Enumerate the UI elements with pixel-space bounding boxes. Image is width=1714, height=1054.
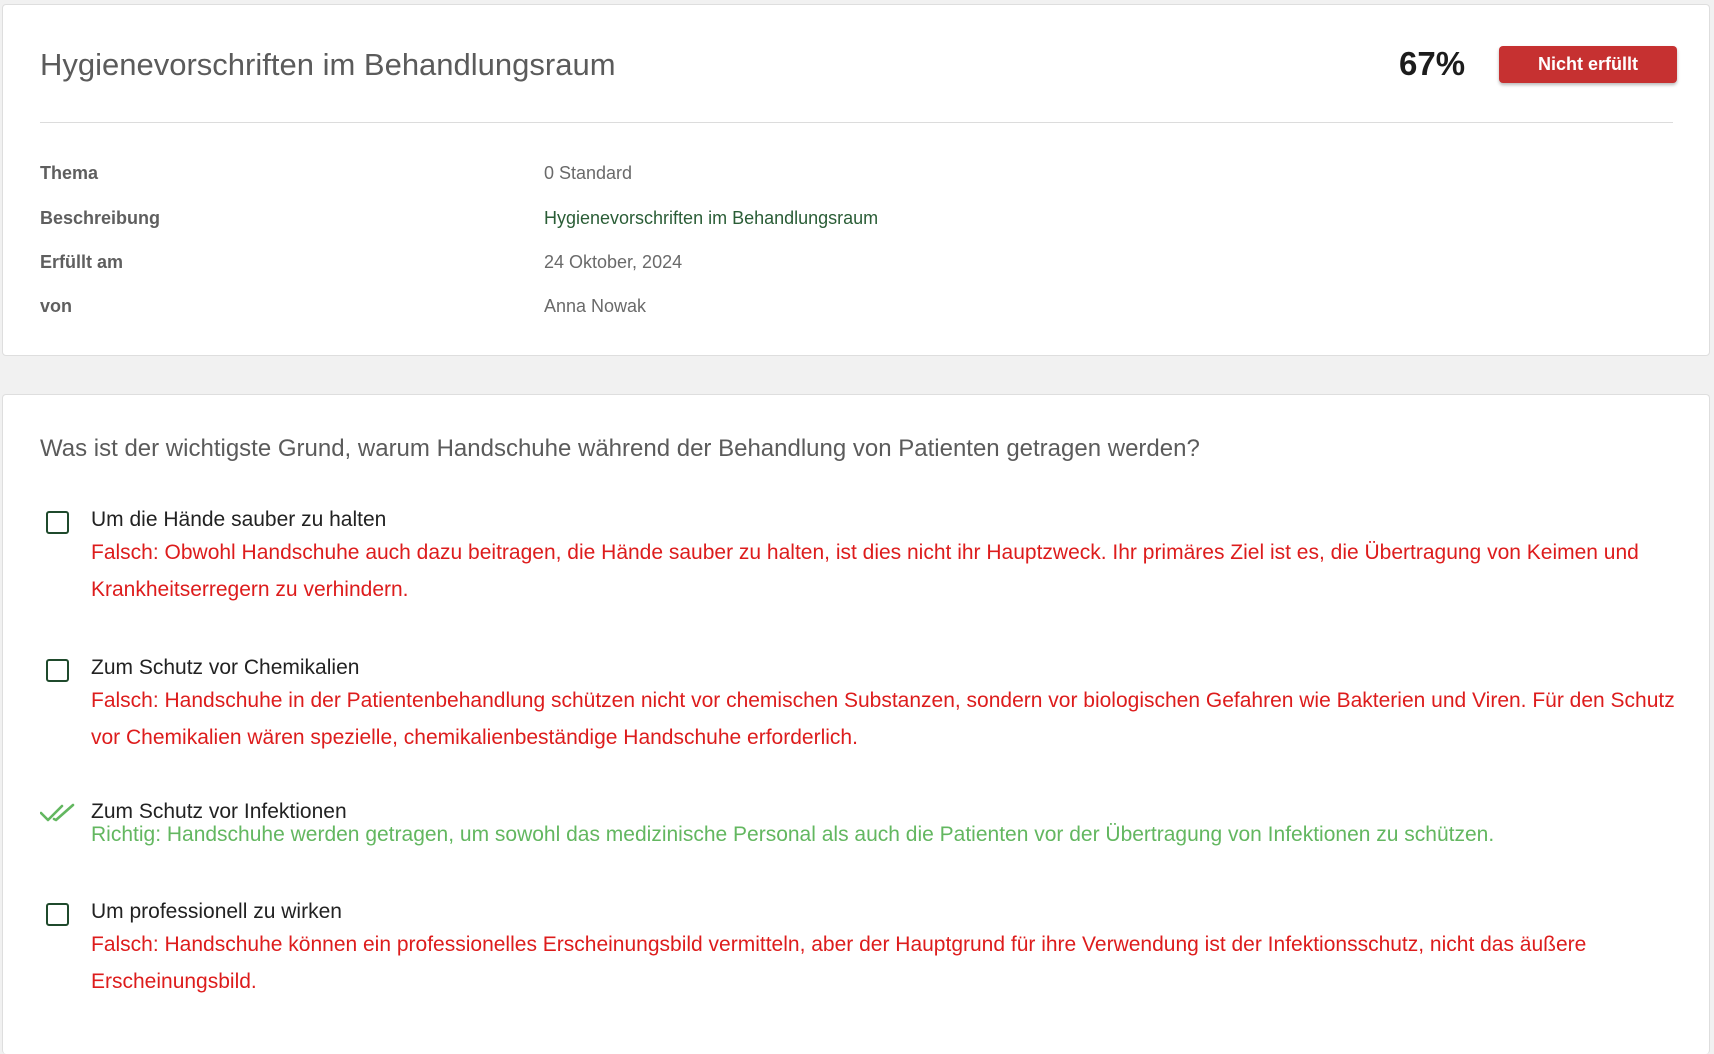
checkbox-unchecked[interactable] bbox=[46, 659, 69, 682]
score-value: 67% bbox=[1399, 45, 1466, 82]
page-title: Hygienevorschriften im Behandlungsraum bbox=[40, 47, 616, 82]
quiz-question-card bbox=[2, 394, 1710, 1054]
meta-value-erfuellt-am: 24 Oktober, 2024 bbox=[544, 252, 683, 272]
meta-label-erfuellt-am: Erfüllt am bbox=[40, 252, 124, 272]
answer-feedback-wrong: Falsch: Obwohl Handschuhe auch dazu beitragen, die Hände sauber zu halten, ist dies nicht ihr Hauptzweck. Ihr primäres Ziel ist es, die Übertragung von Keimen und Krankheitserregern zu verhindern. bbox=[91, 541, 1639, 601]
double-check-icon bbox=[40, 800, 78, 826]
answer-option-label: Zum Schutz vor Infektionen bbox=[91, 800, 347, 823]
meta-value-von: Anna Nowak bbox=[544, 296, 647, 316]
header-divider bbox=[40, 122, 1673, 123]
question-text: Was ist der wichtigste Grund, warum Handschuhe während der Behandlung von Patienten getragen werden? bbox=[40, 435, 1200, 462]
meta-value-thema: 0 Standard bbox=[544, 163, 633, 183]
answer-option-label: Zum Schutz vor Chemikalien bbox=[91, 656, 360, 679]
meta-label-von: von bbox=[40, 296, 73, 316]
assessment-summary-card bbox=[2, 4, 1710, 356]
checkbox-unchecked[interactable] bbox=[46, 903, 69, 926]
answer-option-label: Um professionell zu wirken bbox=[91, 900, 342, 923]
answer-feedback-correct: Richtig: Handschuhe werden getragen, um sowohl das medizinische Personal als auch die Patienten vor der Übertragung von Infektionen zu schützen. bbox=[91, 823, 1495, 846]
status-badge: Nicht erfüllt bbox=[1499, 46, 1677, 83]
answer-feedback-wrong: Falsch: Handschuhe in der Patientenbehandlung schützen nicht vor chemischen Substanzen, sondern vor biologischen Gefahren wie Bakterien und Viren. Für den Schutz vor Chemikalien wären spezielle, chemikalienbeständige Handschuhe erforderlich. bbox=[91, 689, 1675, 749]
answer-feedback-wrong: Falsch: Handschuhe können ein professionelles Erscheinungsbild vermitteln, aber der Hauptgrund für ihre Verwendung ist der Infektionsschutz, nicht das äußere Erscheinungsbild. bbox=[91, 933, 1587, 993]
meta-value-beschreibung[interactable]: Hygienevorschriften im Behandlungsraum bbox=[544, 208, 879, 228]
answer-option-label: Um die Hände sauber zu halten bbox=[91, 508, 387, 531]
meta-label-beschreibung: Beschreibung bbox=[40, 208, 161, 228]
checkbox-unchecked[interactable] bbox=[46, 511, 69, 534]
meta-label-thema: Thema bbox=[40, 163, 99, 183]
